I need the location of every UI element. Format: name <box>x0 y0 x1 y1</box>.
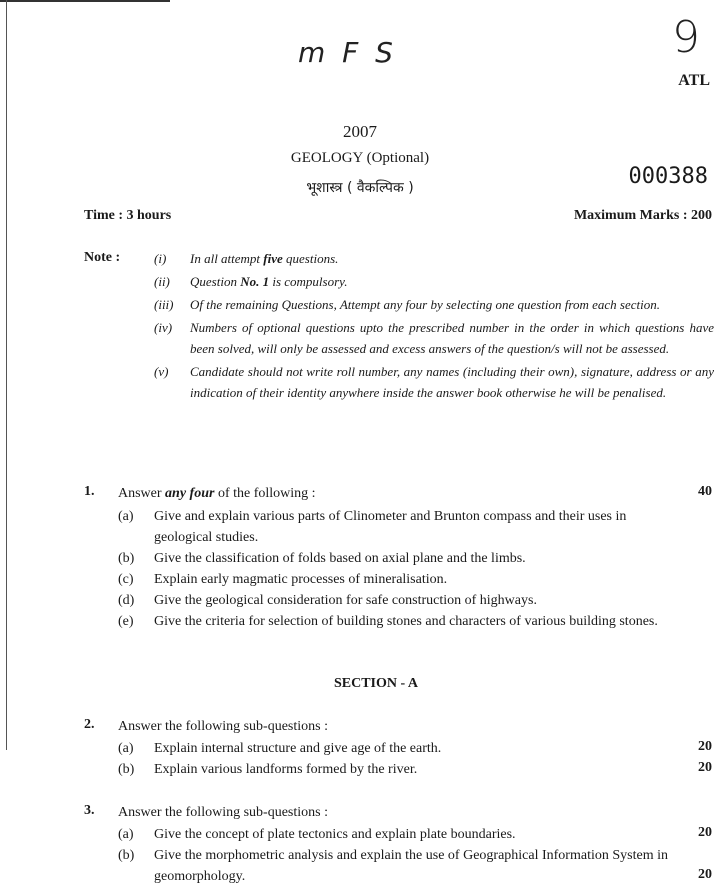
note-text: Question No. 1 is compulsory. <box>190 274 348 289</box>
question-1-number: 1. <box>84 484 95 499</box>
question-1-marks: 40 <box>698 484 712 499</box>
subject-title: GEOLOGY (Optional) <box>290 150 430 166</box>
question-part: (c) Explain early magmatic processes of mineralisation. <box>118 572 448 587</box>
scan-margin-line <box>6 0 7 750</box>
handwritten-number: 9 <box>672 12 700 63</box>
handwritten-initials: m F S <box>298 36 397 69</box>
scan-edge-line <box>0 0 170 2</box>
paper-number: 000388 <box>628 164 708 189</box>
question-3-stem: Answer the following sub-questions : <box>118 805 328 820</box>
exam-year: 2007 <box>343 122 377 141</box>
question-3a-marks: 20 <box>698 825 712 840</box>
question-part: (b) Give the morphometric analysis and explain the use of Geographical Information System in geomorphology. <box>118 848 668 884</box>
question-3-parts <box>118 824 678 887</box>
note-item: (i) In all attempt five questions. <box>154 248 714 269</box>
question-part: (a) Give the concept of plate tectonics and explain plate boundaries. <box>118 827 516 842</box>
time-allowed: Time : 3 hours <box>84 208 172 223</box>
question-2a-marks: 20 <box>698 739 712 754</box>
question-2-parts <box>118 738 678 780</box>
note-item: (iv) Numbers of optional questions upto the prescribed number in the order in which questions have been solved, will only be assessed and excess answers of the question/s will not be assessed. <box>154 317 714 359</box>
question-1-parts <box>118 506 678 632</box>
note-item: (iii) Of the remaining Questions, Attempt any four by selecting one question from each section. <box>154 294 714 315</box>
question-3-number: 3. <box>84 803 95 818</box>
note-item: (v) Candidate should not write roll number, any names (including their own), signature, address or any indication of their identity anywhere inside the answer book otherwise he will be penalised. <box>154 361 714 403</box>
question-2-number: 2. <box>84 717 95 732</box>
note-item: (ii) Question No. 1 is compulsory. <box>154 271 714 292</box>
question-3b-marks: 20 <box>698 867 712 882</box>
question-1-stem: Answer any four of the following : <box>118 486 316 501</box>
question-part: (d) Give the geological consideration for safe construction of highways. <box>118 593 537 608</box>
section-a-heading: SECTION - A <box>333 676 419 691</box>
note-text: In all attempt five questions. <box>190 251 339 266</box>
maximum-marks: Maximum Marks : 200 <box>573 208 712 223</box>
question-part: (a) Explain internal structure and give age of the earth. <box>118 741 442 756</box>
note-text: Numbers of optional questions upto the prescribed number in the order in which questions have been solved, will only be assessed and excess answers of the question/s will not be assessed. <box>190 320 714 356</box>
question-part: (b) Explain various landforms formed by the river. <box>118 762 418 777</box>
paper-code: ATL <box>678 72 710 89</box>
question-part: (a) Give and explain various parts of Clinometer and Brunton compass and their uses in geological studies. <box>118 509 627 545</box>
subject-title-hindi: भूशास्त्र ( वैकल्पिक ) <box>306 180 414 196</box>
question-part: (b) Give the classification of folds based on axial plane and the limbs. <box>118 551 526 566</box>
note-text: Candidate should not write roll number, any names (including their own), signature, address or any indication of their identity anywhere inside the answer book otherwise he will be penalised. <box>190 364 714 400</box>
question-2b-marks: 20 <box>698 760 712 775</box>
note-list <box>154 248 714 403</box>
question-2-stem: Answer the following sub-questions : <box>118 719 328 734</box>
question-part: (e) Give the criteria for selection of building stones and characters of various building stones. <box>118 614 658 629</box>
note-label: Note : <box>84 250 121 265</box>
note-text: Of the remaining Questions, Attempt any four by selecting one question from each section. <box>190 297 660 312</box>
